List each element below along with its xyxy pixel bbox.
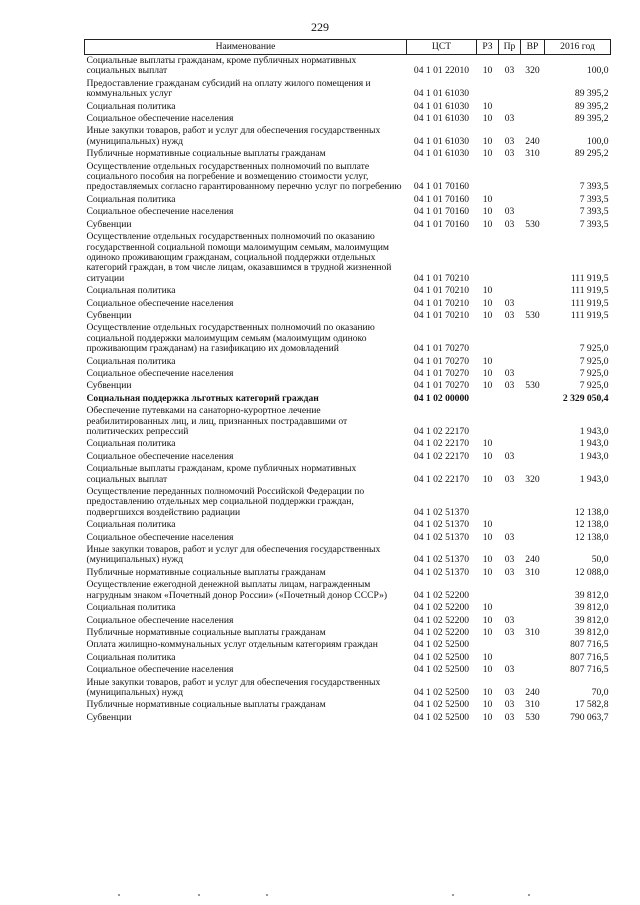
cell-amount: 89 395,2 [574, 88, 609, 100]
cell-name: Публичные нормативные социальные выплаты гражданам [86, 699, 326, 711]
cell-amount: 7 925,0 [579, 367, 609, 379]
cell-pr [499, 486, 521, 519]
cell-vr [521, 652, 545, 664]
cell-cst: 04 1 01 70210 [413, 297, 470, 309]
cell-cst: 04 1 02 52500 [413, 639, 470, 651]
cell-vr: 310 [525, 566, 540, 578]
cell-pr: 03 [504, 664, 515, 676]
cell-amount: 7 925,0 [579, 343, 609, 355]
cell-cst: 04 1 02 52200 [413, 626, 470, 638]
cell-cst: 04 1 01 70270 [413, 355, 470, 367]
cell-rz: 10 [482, 355, 493, 367]
cell-cst: 04 1 01 61030 [413, 88, 470, 100]
table-row [85, 451, 611, 463]
cell-pr [499, 438, 521, 450]
cell-amount: 70,0 [591, 686, 609, 698]
scan-edge-marks [0, 894, 640, 898]
cell-amount: 111 919,5 [570, 285, 609, 297]
cell-cst: 04 1 02 22170 [413, 473, 470, 485]
table-row [85, 393, 611, 405]
cell-vr: 240 [525, 554, 540, 566]
cell-vr: 240 [525, 135, 540, 147]
cell-vr [521, 78, 545, 101]
cell-rz [477, 78, 499, 101]
cell-amount: 111 919,5 [570, 309, 609, 321]
cell-pr [499, 356, 521, 368]
cell-pr: 03 [504, 309, 515, 321]
cell-cst: 04 1 01 70160 [413, 193, 470, 205]
budget-table [84, 39, 611, 724]
cell-cst: 04 1 02 52200 [413, 614, 470, 626]
cell-rz: 10 [482, 148, 493, 160]
cell-pr [499, 78, 521, 101]
cell-pr: 03 [504, 699, 515, 711]
cell-rz: 10 [482, 113, 493, 125]
cell-name: Осуществление переданных полномочий Российской Федерации по предоставлению отдельных мер социальной поддержки граждан, подвергшихся воздействию радиации [86, 486, 365, 518]
cell-name: Субвенции [86, 380, 132, 392]
table-row [85, 712, 611, 724]
table-row [85, 125, 611, 148]
cell-cst: 04 1 02 51370 [413, 554, 470, 566]
cell-rz [477, 231, 499, 285]
table-row [85, 405, 611, 438]
cell-cst: 04 1 02 51370 [413, 531, 470, 543]
cell-rz [477, 639, 499, 651]
cell-pr: 03 [504, 711, 515, 723]
cell-name: Социальная политика [86, 285, 176, 297]
cell-rz [477, 486, 499, 519]
cell-amount: 50,0 [591, 554, 609, 566]
cell-pr [499, 579, 521, 602]
cell-name: Социальное обеспечение населения [86, 367, 234, 379]
cell-rz: 10 [482, 614, 493, 626]
cell-rz: 10 [482, 438, 493, 450]
cell-amount: 1 943,0 [579, 438, 609, 450]
cell-amount: 39 812,0 [574, 602, 609, 614]
cell-name: Социальное обеспечение населения [86, 206, 234, 218]
cell-rz: 10 [482, 531, 493, 543]
header-pr: Пр [499, 40, 521, 55]
cell-vr [521, 322, 545, 355]
cell-name: Социальная политика [86, 519, 176, 531]
cell-vr [521, 101, 545, 113]
cell-rz [477, 322, 499, 355]
cell-vr: 530 [525, 218, 540, 230]
cell-vr [521, 639, 545, 651]
cell-name: Субвенции [86, 309, 132, 321]
table-row [85, 380, 611, 392]
table-row [85, 486, 611, 519]
cell-rz: 10 [482, 309, 493, 321]
cell-name: Социальное обеспечение населения [86, 297, 234, 309]
cell-pr: 03 [504, 113, 515, 125]
cell-amount: 1 943,0 [579, 450, 609, 462]
cell-name: Социальная политика [86, 355, 176, 367]
table-row [85, 322, 611, 355]
cell-amount: 807 716,5 [570, 664, 609, 676]
cell-amount: 39 812,0 [574, 614, 609, 626]
cell-name: Предоставление гражданам субсидий на оплату жилого помещения и коммунальных услуг [86, 77, 371, 100]
header-cst: ЦСТ [407, 40, 477, 55]
cell-amount: 111 919,5 [570, 272, 609, 284]
cell-vr [521, 113, 545, 125]
cell-amount: 7 393,5 [579, 206, 609, 218]
table-row [85, 368, 611, 380]
cell-pr: 03 [504, 380, 515, 392]
cell-pr [499, 194, 521, 206]
cell-rz: 10 [482, 100, 493, 112]
table-row [85, 206, 611, 218]
cell-pr [499, 602, 521, 614]
cell-pr [499, 393, 521, 405]
cell-vr: 310 [525, 699, 540, 711]
table-row [85, 219, 611, 231]
cell-cst: 04 1 01 70210 [413, 285, 470, 297]
cell-vr [521, 486, 545, 519]
cell-amount: 7 393,5 [579, 181, 609, 193]
cell-cst: 04 1 02 52500 [413, 664, 470, 676]
cell-cst: 04 1 02 22170 [413, 426, 470, 437]
cell-pr: 03 [504, 566, 515, 578]
cell-cst: 04 1 01 70210 [413, 309, 470, 321]
cell-vr [521, 298, 545, 310]
cell-cst: 04 1 01 70160 [413, 218, 470, 230]
cell-rz [477, 405, 499, 438]
cell-name: Осуществление отдельных государственных полномочий по выплате социального пособия на погребение и возмещению стоимости услуг, предоставляемых согласно гарантированному перечню услуг по погребению [86, 160, 402, 193]
cell-amount: 89 395,2 [574, 113, 609, 125]
cell-name: Субвенции [86, 711, 132, 723]
cell-pr: 03 [504, 531, 515, 543]
cell-name: Социальное обеспечение населения [86, 113, 234, 125]
table-row [85, 231, 611, 285]
cell-rz: 10 [482, 380, 493, 392]
cell-amount: 7 925,0 [579, 355, 609, 367]
cell-pr: 03 [504, 148, 515, 160]
cell-name: Социальная политика [86, 438, 176, 450]
cell-vr: 240 [525, 686, 540, 698]
table-row [85, 55, 611, 78]
table-row [85, 615, 611, 627]
cell-rz: 10 [482, 651, 493, 663]
cell-cst: 04 1 02 51370 [413, 506, 470, 518]
cell-cst: 04 1 02 22170 [413, 450, 470, 462]
cell-pr: 03 [504, 206, 515, 218]
cell-vr [521, 438, 545, 450]
scan-mark [118, 894, 120, 896]
table-row [85, 677, 611, 700]
cell-cst: 04 1 01 70270 [413, 367, 470, 379]
cell-name: Публичные нормативные социальные выплаты гражданам [86, 566, 326, 578]
cell-cst: 04 1 01 70270 [413, 380, 470, 392]
cell-pr: 03 [504, 686, 515, 698]
table-row [85, 544, 611, 567]
cell-amount: 2 329 050,4 [562, 392, 609, 404]
cell-name: Социальное обеспечение населения [86, 664, 234, 676]
table-row [85, 78, 611, 101]
table-row [85, 567, 611, 579]
cell-vr [521, 368, 545, 380]
cell-cst: 04 1 01 22010 [413, 65, 470, 77]
cell-pr: 03 [504, 218, 515, 230]
cell-name: Социальная политика [86, 651, 176, 663]
scan-mark [266, 894, 268, 896]
table-row [85, 438, 611, 450]
cell-amount: 111 919,5 [570, 297, 609, 309]
cell-rz [477, 579, 499, 602]
cell-name: Социальная поддержка льготных категорий граждан [86, 392, 319, 404]
cell-cst: 04 1 02 52500 [413, 699, 470, 711]
table-row [85, 579, 611, 602]
scan-mark [452, 894, 454, 896]
cell-name: Социальная политика [86, 602, 176, 614]
table-row [85, 194, 611, 206]
cell-name: Социальная политика [86, 100, 176, 112]
table-row [85, 113, 611, 125]
cell-rz: 10 [482, 664, 493, 676]
cell-cst: 04 1 01 61030 [413, 100, 470, 112]
cell-pr: 03 [504, 626, 515, 638]
cell-amount: 7 393,5 [579, 193, 609, 205]
cell-vr [521, 451, 545, 463]
cell-name: Публичные нормативные социальные выплаты гражданам [86, 626, 326, 638]
cell-rz: 10 [482, 602, 493, 614]
cell-vr [521, 194, 545, 206]
table-header [85, 40, 611, 55]
cell-amount: 17 582,8 [574, 699, 609, 711]
cell-cst: 04 1 01 70270 [413, 343, 470, 355]
cell-vr: 310 [525, 626, 540, 638]
cell-vr [521, 579, 545, 602]
table-row [85, 310, 611, 322]
cell-amount: 12 088,0 [574, 566, 609, 578]
cell-cst: 04 1 01 70160 [413, 181, 470, 193]
cell-vr [521, 393, 545, 405]
cell-cst: 04 1 02 52500 [413, 711, 470, 723]
cell-vr [521, 285, 545, 297]
cell-rz [477, 161, 499, 194]
cell-name: Социальное обеспечение населения [86, 450, 234, 462]
cell-vr: 320 [525, 65, 540, 77]
cell-cst: 04 1 02 52200 [413, 589, 470, 601]
cell-rz: 10 [482, 711, 493, 723]
cell-rz: 10 [482, 206, 493, 218]
cell-amount: 790 063,7 [570, 711, 609, 723]
cell-cst: 04 1 02 00000 [413, 392, 470, 404]
cell-cst: 04 1 01 61030 [413, 113, 470, 125]
cell-vr [521, 356, 545, 368]
cell-vr: 530 [525, 711, 540, 723]
cell-cst: 04 1 02 52500 [413, 686, 470, 698]
cell-name: Социальная политика [86, 193, 176, 205]
cell-name: Социальное обеспечение населения [86, 531, 234, 543]
table-row [85, 602, 611, 614]
cell-vr [521, 206, 545, 218]
table-row [85, 699, 611, 711]
cell-pr: 03 [504, 297, 515, 309]
cell-pr: 03 [504, 473, 515, 485]
cell-cst: 04 1 02 51370 [413, 566, 470, 578]
cell-name: Социальное обеспечение населения [86, 614, 234, 626]
cell-vr [521, 615, 545, 627]
cell-name: Иные закупки товаров, работ и услуг для обеспечения государственных (муниципальных) нужд [86, 125, 381, 147]
cell-rz: 10 [482, 135, 493, 147]
cell-vr: 530 [525, 309, 540, 321]
cell-amount: 12 138,0 [574, 506, 609, 518]
header-year: 2016 год [545, 40, 611, 55]
table-row [85, 627, 611, 639]
cell-vr [521, 231, 545, 285]
table-row [85, 639, 611, 651]
cell-amount: 39 812,0 [574, 589, 609, 601]
cell-rz: 10 [482, 566, 493, 578]
cell-name: Осуществление отдельных государственных полномочий по оказанию социальной поддержки малоимущим семьям (малоимущим одиноко проживающим гражданам) на газификацию их домовладений [86, 322, 375, 355]
cell-pr [499, 652, 521, 664]
scan-mark [198, 894, 200, 896]
table-row [85, 161, 611, 194]
cell-pr [499, 161, 521, 194]
cell-pr [499, 231, 521, 285]
cell-pr: 03 [504, 135, 515, 147]
cell-amount: 89 395,2 [574, 100, 609, 112]
header-name: Наименование [85, 40, 407, 55]
cell-amount: 7 925,0 [579, 380, 609, 392]
cell-pr [499, 639, 521, 651]
cell-vr: 310 [525, 148, 540, 160]
header-rz: РЗ [477, 40, 499, 55]
cell-rz: 10 [482, 699, 493, 711]
cell-cst: 04 1 02 51370 [413, 519, 470, 531]
cell-pr: 03 [504, 450, 515, 462]
cell-cst: 04 1 01 70210 [413, 272, 470, 284]
cell-name: Осуществление ежегодной денежной выплаты лицам, награжденным нагрудным знаком «Почетный донор России» («Почетный донор СССР») [86, 579, 388, 601]
cell-amount: 807 716,5 [570, 639, 609, 651]
cell-pr: 03 [504, 367, 515, 379]
cell-amount: 12 138,0 [574, 531, 609, 543]
cell-rz: 10 [482, 473, 493, 485]
cell-rz: 10 [482, 193, 493, 205]
cell-rz: 10 [482, 218, 493, 230]
scan-mark [528, 894, 530, 896]
cell-name: Оплата жилищно-коммунальных услуг отдельным категориям граждан [86, 639, 378, 651]
cell-rz: 10 [482, 367, 493, 379]
cell-rz: 10 [482, 297, 493, 309]
table-row [85, 652, 611, 664]
cell-amount: 100,0 [586, 135, 609, 147]
cell-rz: 10 [482, 554, 493, 566]
cell-pr: 03 [504, 65, 515, 77]
cell-cst: 04 1 02 22170 [413, 438, 470, 450]
cell-amount: 7 393,5 [579, 218, 609, 230]
table-row [85, 148, 611, 160]
cell-rz: 10 [482, 626, 493, 638]
cell-rz [477, 393, 499, 405]
page-number: 229 [311, 20, 329, 34]
cell-vr [521, 519, 545, 531]
cell-vr: 530 [525, 380, 540, 392]
cell-pr [499, 322, 521, 355]
cell-name: Социальные выплаты гражданам, кроме публичных нормативных социальных выплат [86, 463, 357, 485]
cell-amount: 89 295,2 [574, 148, 609, 160]
table-row [85, 356, 611, 368]
cell-cst: 04 1 01 70160 [413, 206, 470, 218]
cell-amount: 1 943,0 [579, 426, 609, 437]
cell-pr: 03 [504, 614, 515, 626]
cell-rz: 10 [482, 65, 493, 77]
cell-rz: 10 [482, 686, 493, 698]
cell-name: Иные закупки товаров, работ и услуг для обеспечения государственных (муниципальных) нужд [86, 676, 381, 698]
cell-name: Социальные выплаты гражданам, кроме публичных нормативных социальных выплат [86, 55, 357, 77]
cell-cst: 04 1 02 52500 [413, 651, 470, 663]
table-row [85, 532, 611, 544]
table-row [85, 285, 611, 297]
cell-pr [499, 101, 521, 113]
table-row [85, 298, 611, 310]
table-body [85, 55, 611, 725]
cell-pr [499, 285, 521, 297]
header-vr: ВР [521, 40, 545, 55]
cell-vr [521, 161, 545, 194]
table-row [85, 664, 611, 676]
cell-amount: 100,0 [586, 65, 609, 77]
cell-rz: 10 [482, 450, 493, 462]
cell-name: Иные закупки товаров, работ и услуг для обеспечения государственных (муниципальных) нужд [86, 544, 381, 566]
cell-amount: 807 716,5 [570, 651, 609, 663]
cell-name: Субвенции [86, 218, 132, 230]
cell-cst: 04 1 01 61030 [413, 148, 470, 160]
cell-cst: 04 1 02 52200 [413, 602, 470, 614]
table-row [85, 463, 611, 486]
cell-amount: 12 138,0 [574, 519, 609, 531]
cell-amount: 39 812,0 [574, 626, 609, 638]
cell-pr [499, 519, 521, 531]
cell-name: Публичные нормативные социальные выплаты гражданам [86, 148, 326, 160]
cell-cst: 04 1 01 61030 [413, 135, 470, 147]
table-row [85, 519, 611, 531]
cell-amount: 1 943,0 [579, 473, 609, 485]
table-row [85, 101, 611, 113]
cell-vr [521, 532, 545, 544]
cell-name: Осуществление отдельных государственных полномочий по оказанию государственной социальной помощи малоимущим семьям, малоимущим одиноко проживающим гражданам, социальной поддержки отдельных категорий граждан, в том числе лицам, оказавшимся в трудной жизненной ситуации [86, 231, 392, 284]
cell-pr: 03 [504, 554, 515, 566]
cell-vr [521, 664, 545, 676]
cell-name: Обеспечение путевками на санаторно-курортное лечение реабилитированных лиц, и лиц, признанных пострадавшими от политических репрессий [86, 405, 348, 437]
cell-rz: 10 [482, 519, 493, 531]
cell-rz: 10 [482, 285, 493, 297]
cell-vr [521, 602, 545, 614]
cell-pr [499, 405, 521, 438]
cell-vr: 320 [525, 473, 540, 485]
cell-vr [521, 405, 545, 438]
